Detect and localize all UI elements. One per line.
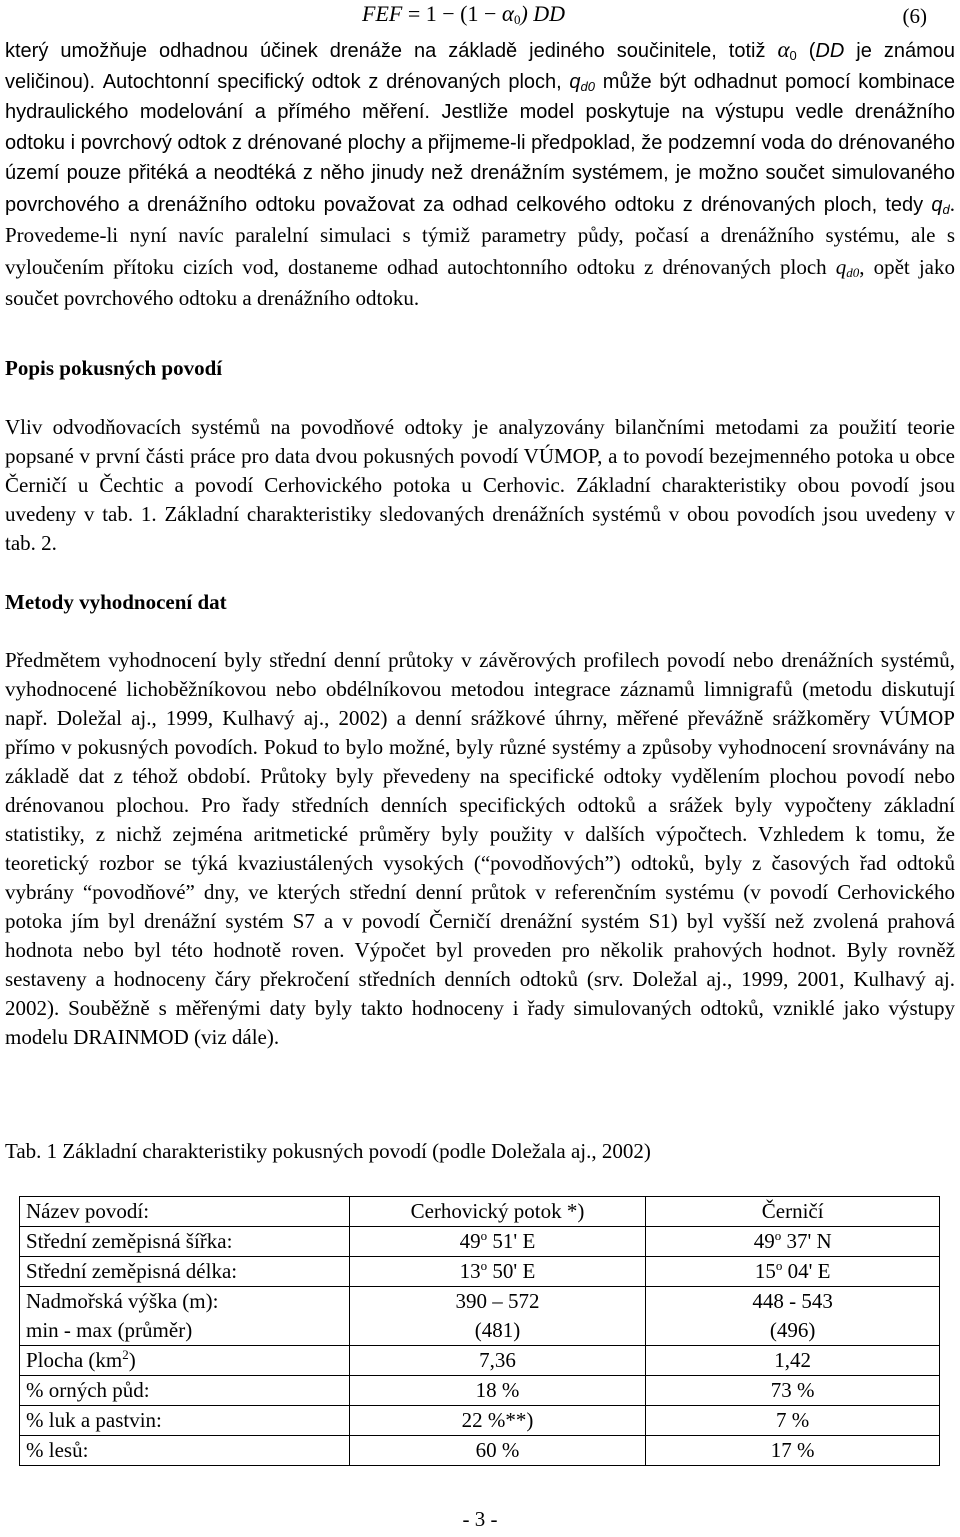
table-cell: 60 % [349,1436,646,1466]
table-row-label [20,1287,350,1346]
table-row [20,1346,940,1376]
formula-middle: = 1 − (1 − [402,1,502,26]
intro-alpha: α [777,37,790,62]
intro-alpha-sub: 0 [789,48,797,63]
intro-q3-sub: d0 [846,264,860,280]
table-cell [646,1227,940,1257]
table-cell [349,1227,646,1257]
table-row-label: % lesů: [20,1436,350,1466]
intro-dd: DD [815,40,845,62]
intro-q1: q [569,70,581,93]
equation-6 [362,0,565,28]
table-cell-value: (481) [474,1318,521,1342]
section-heading-metody: Metody vyhodnocení dat [5,590,227,614]
intro-text-6: , opět jako součet povrchového odtoku a drenážního odtoku. [5,254,955,310]
section-paragraph-popis: Vliv odvodňovacích systémů na povodňové odtoky je analyzovány bilančními metodami za použití teorie popsané v první části práce pro data dvou pokusných povodí VÚMOP, a to povodí bezejmenného potoka u obce Černičí u Čechtic a povodí Cerhovického potoka u Cerhovic. Základní charakteristiky obou povodí jsou uvedeny v tab. 1. Základní charakteristiky sledovaných drenážních systémů v obou povodích jsou uvedeny v tab. 2. [5,415,955,555]
section-paragraph-metody: Předmětem vyhodnocení byly střední denní průtoky v závěrových profilech povodí nebo drenážních systémů, vyhodnocené lichoběžníkovou nebo obdélníkovou metodou integrace záznamů limnigrafů (metodu diskutují např. Doležal aj., 1999, Kulhavý aj., 2002) a denní srážkové úhrny, měřené převážně srážkoměry VÚMOP přímo v pokusných povodích. Pokud to bylo možné, byly různé systémy a způsoby vyhodnocení srovnávány na základě dat z téhož období. Průtoky byly převedeny na specifické odtoky vydělením plochou povodí nebo drénovanou plochou. Pro řady středních denních specifických odtoků a srážek byly vypočteny základní statistiky, z nichž zejména aritmetické průměry byly použity v dalších výpočtech. Vzhledem k tomu, že teoretický rozbor se týká kvaziustálených vysokých (“povodňových”) odtoků, byly z časových řad odtoků vybrány “povodňové” dny, ve kterých střední denní průtok v referenčním systému (v povodí Cerhovického potoka jím byl drenážní systém S7 a v povodí Černičí drenážní systém S1) byl vyšší než zvolená prahová hodnota nebo byl této hodnotě roven. Výpočet byl proveden pro několik prahových hodnot. Byly rovněž sestaveny a hodnoceny čáry překročení středních denních odtoků (srv. Doležal aj., 1999, 2001, Kulhavý aj. 2002). Souběžně s měřenými daty byly takto hodnoceny i řady simulovaných odtoků, vzniklé jako výstupy modelu DRAINMOD (viz dále). [5,648,955,1049]
table-header-cell: Název povodí: [20,1197,350,1227]
catchment-characteristics-table [19,1196,940,1466]
table-header-cell: Černičí [646,1197,940,1227]
intro-text-3: je známou veličinou). Autochtonní specifický odtok z drénovaných ploch, [5,40,955,93]
table-cell-value: 13 [459,1259,481,1283]
table-row [20,1406,940,1436]
degree-mark: o [775,1258,783,1273]
table-cell: 22 %**) [349,1406,646,1436]
table-cell-value: 15 [754,1259,776,1283]
table-cell-value: (496) [769,1318,816,1342]
intro-text-4: může být odhadnut pomocí kombinace hydraulického modelování a přímého měření. Jestliže model poskytuje na výstupu vedle drenážního odtoku i povrchový odtok z drénované plochy a přijmeme-li předpoklad, že podzemní voda do drénovaného území pouze přitéká a neodtéká z něho jinudy než drenážním systémem, je možno součet simulovaného povrchového a drenážního odtoku považovat za odhad celkového odtoku z drénovaných ploch, tedy [5,70,955,216]
table-cell: 7 % [646,1406,940,1436]
table-row-label [20,1346,350,1376]
equation-number: (6) [902,4,927,28]
table-cell: 18 % [349,1376,646,1406]
table-cell-value: 448 - 543 [752,1289,833,1313]
page-number: - 3 - [462,1507,498,1531]
table-cell-value: 50' E [487,1259,536,1283]
table-cell-value: 49 [753,1229,775,1253]
section-heading-popis: Popis pokusných povodí [5,356,223,380]
unit-exponent: 2 [122,1347,129,1362]
intro-q1-sub: d0 [580,78,596,94]
degree-mark: o [480,1258,488,1273]
table-row-label-text: ) [128,1348,136,1372]
table-cell: 73 % [646,1376,940,1406]
table-row-label: Střední zeměpisná šířka: [20,1227,350,1257]
formula-rhs: ) DD [520,1,566,26]
table-cell-value: 51' E [487,1229,536,1253]
table-row [20,1227,940,1257]
degree-mark: o [774,1228,782,1243]
intro-q3: q [835,254,847,279]
table-row-label-line: Nadmořská výška (m): [26,1289,219,1313]
table-row-label-line: min - max (průměr) [26,1318,193,1342]
table-row-label: Střední zeměpisná délka: [20,1257,350,1287]
table-row [20,1287,940,1346]
table-cell: 1,42 [646,1346,940,1376]
table-cell: 7,36 [349,1346,646,1376]
intro-text-2: ( [796,40,816,62]
table-row [20,1436,940,1466]
table-cell [349,1287,646,1346]
table-cell-value: 04' E [782,1259,831,1283]
table-row [20,1376,940,1406]
table-cell [349,1257,646,1287]
intro-text-1: který umožňuje odhadnou účinek drenáže na základě jediného součinitele, totiž [5,40,778,62]
table-cell [646,1257,940,1287]
intro-q2-sub: d [942,201,950,217]
intro-q2: q [931,193,943,216]
table-header-row [20,1197,940,1227]
table-cell: 17 % [646,1436,940,1466]
table-cell-value: 49 [459,1229,481,1253]
table-row-label-text: Plocha (km [26,1348,123,1372]
table-caption: Tab. 1 Základní charakteristiky pokusných povodí (podle Doležala aj., 2002) [5,1139,651,1163]
formula-alpha-sub: 0 [513,12,521,27]
intro-text-5: . Provedeme-li nyní navíc paralelní simulaci s týmiž parametry půdy, počasí a drenážního systému, ale s vyloučením přítoku cizích vod, dostaneme odhad autochtonního odtoku z drénovaných ploch [5,191,955,279]
table-row-label: % orných půd: [20,1376,350,1406]
table-cell-value: 37' N [781,1229,832,1253]
degree-mark: o [480,1228,488,1243]
intro-paragraph [5,35,955,315]
table-header-cell: Cerhovický potok *) [349,1197,646,1227]
formula-alpha: α [501,1,514,26]
table-row-label: % luk a pastvin: [20,1406,350,1436]
table-row [20,1257,940,1287]
table-cell [646,1287,940,1346]
table-cell-value: 390 – 572 [455,1289,540,1313]
formula-lhs: FEF [362,1,403,26]
